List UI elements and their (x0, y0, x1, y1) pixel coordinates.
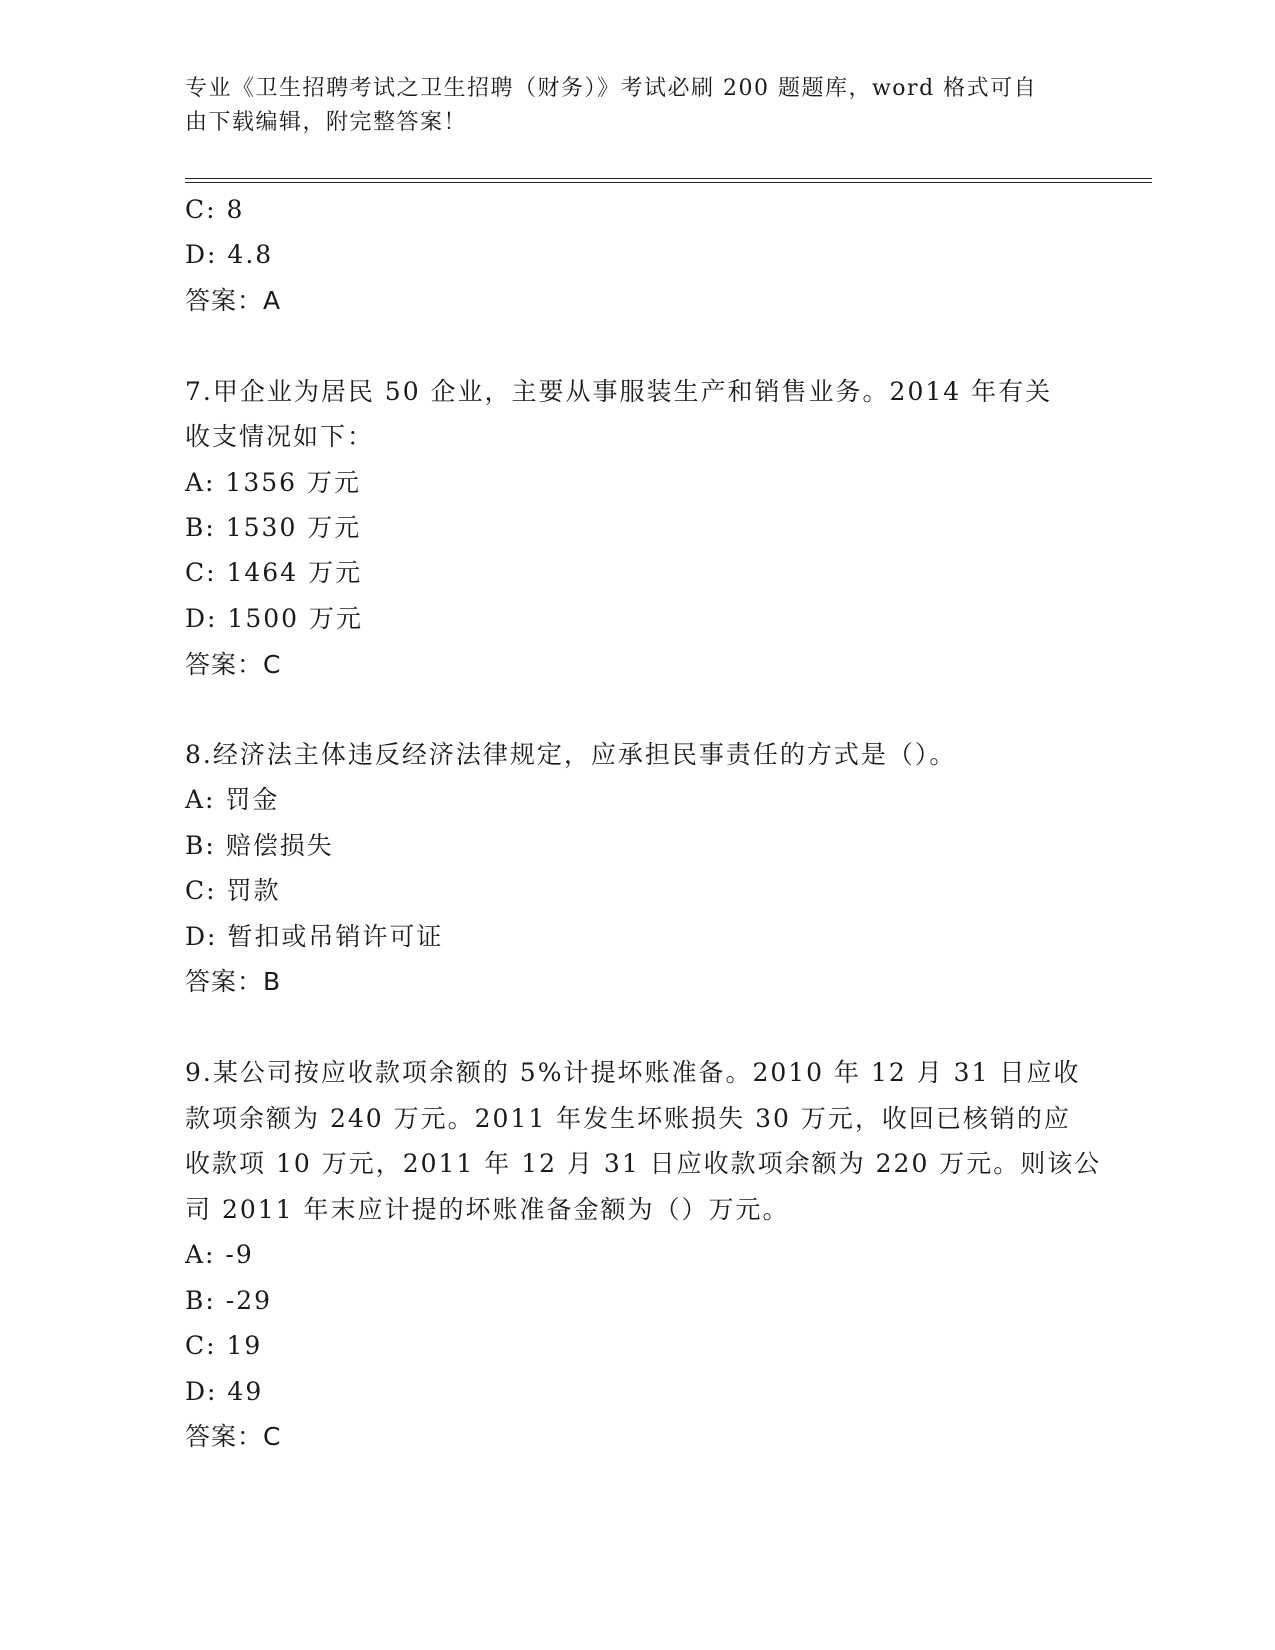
q9-option-a: A: -9 (185, 1240, 254, 1269)
q9-option-d: D: 49 (185, 1377, 264, 1406)
q8-option-c: C: 罚款 (185, 876, 281, 905)
q9-stem-line-4: 司 2011 年末应计提的坏账准备金额为（）万元。 (185, 1195, 790, 1224)
header-divider-bottom (185, 182, 1152, 183)
q8-option-d: D: 暂扣或吊销许可证 (185, 922, 444, 951)
q7-option-d: D: 1500 万元 (185, 604, 363, 633)
q7-option-b: B: 1530 万元 (185, 513, 362, 542)
q9-answer: 答案：C (185, 1422, 282, 1451)
header-line-1: 专业《卫生招聘考试之卫生招聘（财务）》考试必刷 200 题题库，word 格式可自 (185, 76, 1038, 101)
q7-answer: 答案：C (185, 650, 282, 679)
q7-option-c: C: 1464 万元 (185, 558, 363, 587)
header-line-2: 由下载编辑，附完整答案！ (185, 110, 468, 135)
header-divider-top (185, 178, 1152, 179)
document-header (185, 72, 1065, 140)
q9-stem-line-3: 收款项 10 万元，2011 年 12 月 31 日应收款项余额为 220 万元。则该公 (185, 1149, 1102, 1178)
q8-stem-line-1: 8.经济法主体违反经济法律规定，应承担民事责任的方式是（）。 (185, 740, 957, 769)
q8-option-a: A: 罚金 (185, 785, 280, 814)
q8-option-b: B: 赔偿损失 (185, 831, 334, 860)
q9-stem-line-1: 9.某公司按应收款项余额的 5%计提坏账准备。2010 年 12 月 31 日应收 (185, 1058, 1081, 1087)
q9-option-c: C: 19 (185, 1331, 263, 1360)
prev-option-c: C: 8 (185, 195, 245, 224)
prev-answer: 答案：A (185, 286, 282, 315)
q7-stem-line-1: 7.甲企业为居民 50 企业，主要从事服装生产和销售业务。2014 年有关 (185, 377, 1053, 406)
q7-option-a: A: 1356 万元 (185, 468, 361, 497)
prev-option-d: D: 4.8 (185, 240, 274, 269)
q7-stem-line-2: 收支情况如下： (185, 422, 375, 451)
q8-answer: 答案：B (185, 967, 282, 996)
q9-option-b: B: -29 (185, 1286, 272, 1315)
q9-stem-line-2: 款项余额为 240 万元。2011 年发生坏账损失 30 万元，收回已核销的应 (185, 1104, 1071, 1133)
